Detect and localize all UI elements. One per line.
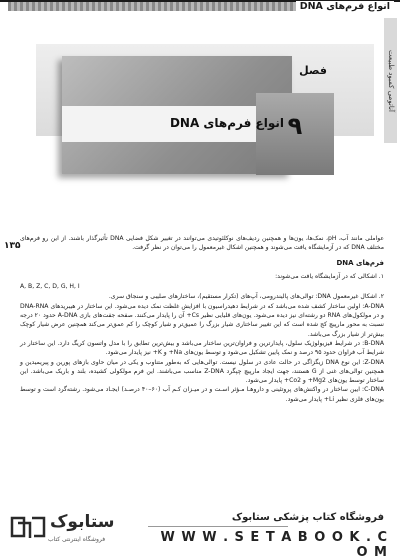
store-url[interactable]: W W W . S E T A B O O K . C O M (160, 530, 388, 560)
body-text (20, 234, 384, 404)
running-title: انواع فرم‌های DNA (296, 1, 394, 12)
brand-name: ستابوک (50, 512, 115, 532)
chapter-number: ۹ (287, 112, 303, 140)
side-tab-label: آناتومی کمبود طبیعت (387, 49, 395, 112)
side-tab (384, 18, 397, 143)
section-heading: فرم‌های DNA (336, 258, 384, 267)
a-dna-paragraph: A-DNA: اولین ساختار کشف شده می‌باشد که در شرایط دهیدراسیون با افزایش غلظت نمک دیده می‌شود. این ساختار در هیبریدهای DNA-RNA و در مولکول‌های RNA دو رشته‌ای نیز دیده می‌شود. یون‌های قلیایی نظیر Cs+ آن را پایدار می‌کنند. صفحه جفت‌های بازی A-DNA حدود ۲۰ درجه نسبت به محور مارپیچ کج شده است که این تغییر ساختاری شیار بزرگ را عمیق‌تر و شیار کوچک را کم عمق‌تر می‌کند همچنین عرض شیار کوچک بیش‌تر از شیار بزرگ می‌باشد. (20, 302, 384, 338)
store-name: فروشگاه کتاب پزشکی ستابوک (231, 512, 384, 523)
list-item-1: ۱. اشکالی که در آزمایشگاه یافت می‌شوند: (275, 272, 384, 280)
brand-subtitle: فروشگاه اینترنتی کتاب (48, 536, 106, 543)
list-item-2: ۲. اشکال غیرمعمول DNA: توالی‌های پالیندرومی، آپ‌های (تکرار مستقیم)، ساختارهای صلیبی و سنجاق سری. (108, 293, 384, 301)
chapter-title: انواع فرم‌های DNA (169, 116, 284, 130)
ad-divider (148, 526, 288, 527)
b-dna-paragraph: B-DNA: در شرایط فیزیولوژیک سلول، پایدارترین و فراوان‌ترین ساختار می‌باشد و بیش‌ترین تطابق را با مدل واتسون کریگ دارد. این ساختار در شرایط آب فراوان حدود ۹۵ درصد و نمک پایین تشکیل می‌شود و توسط یون‌های Na+ و K+ نیز پایدار می‌شود. (20, 339, 384, 357)
chapter-label: فصل (299, 64, 327, 77)
z-dna-paragraph: Z-DNA: این نوع DNA زیگزاگی در حالت عادی در سلول نیست. توالی‌هایی که به‌طور متناوب و یکی در میان حاوی بازهای پورین و پیریمیدین و همچنین توالی‌های غنی از G هستند، جهت ایجاد مارپیچ چپگرد Z-DNA مناسب می‌باشند. این فرم مولکولی کشیده، بلند و باریک می‌باشد. این ساختار توسط یون‌های Mg2+ و Co2+ پایدار می‌شود. (20, 358, 384, 385)
c-dna-paragraph: C-DNA: ایین ساختار در واکنش‌های پروتئینی و داروهـا مـؤثر اسـت و در میـزان کـم آب (۶۰–۴۰ درصـد) ایجـاد می‌شود. رشته‌گرد است و توسط یون‌های فلزی نظیر Li+ پایدار می‌شود. (20, 386, 384, 403)
forms-list: A, B, Z, C, D, G, H, I (20, 283, 80, 291)
intro-paragraph: عواملی مانند آب، pH، نمک‌ها، یون‌ها و همچنین ردیف‌های نوکلئوتیدی می‌توانند در تغییر شکل فضایی DNA تأثیرگذار باشند. از این رو فرم‌های مختلف DNA که در آزمایشگاه یافت می‌شوند و همچنین اشکال غیرمعمول را می‌توان در نظر گرفت. (20, 235, 384, 252)
header-band (8, 2, 308, 11)
book-logo-icon (10, 514, 46, 540)
page-number: ۱۳۵ (4, 241, 21, 251)
